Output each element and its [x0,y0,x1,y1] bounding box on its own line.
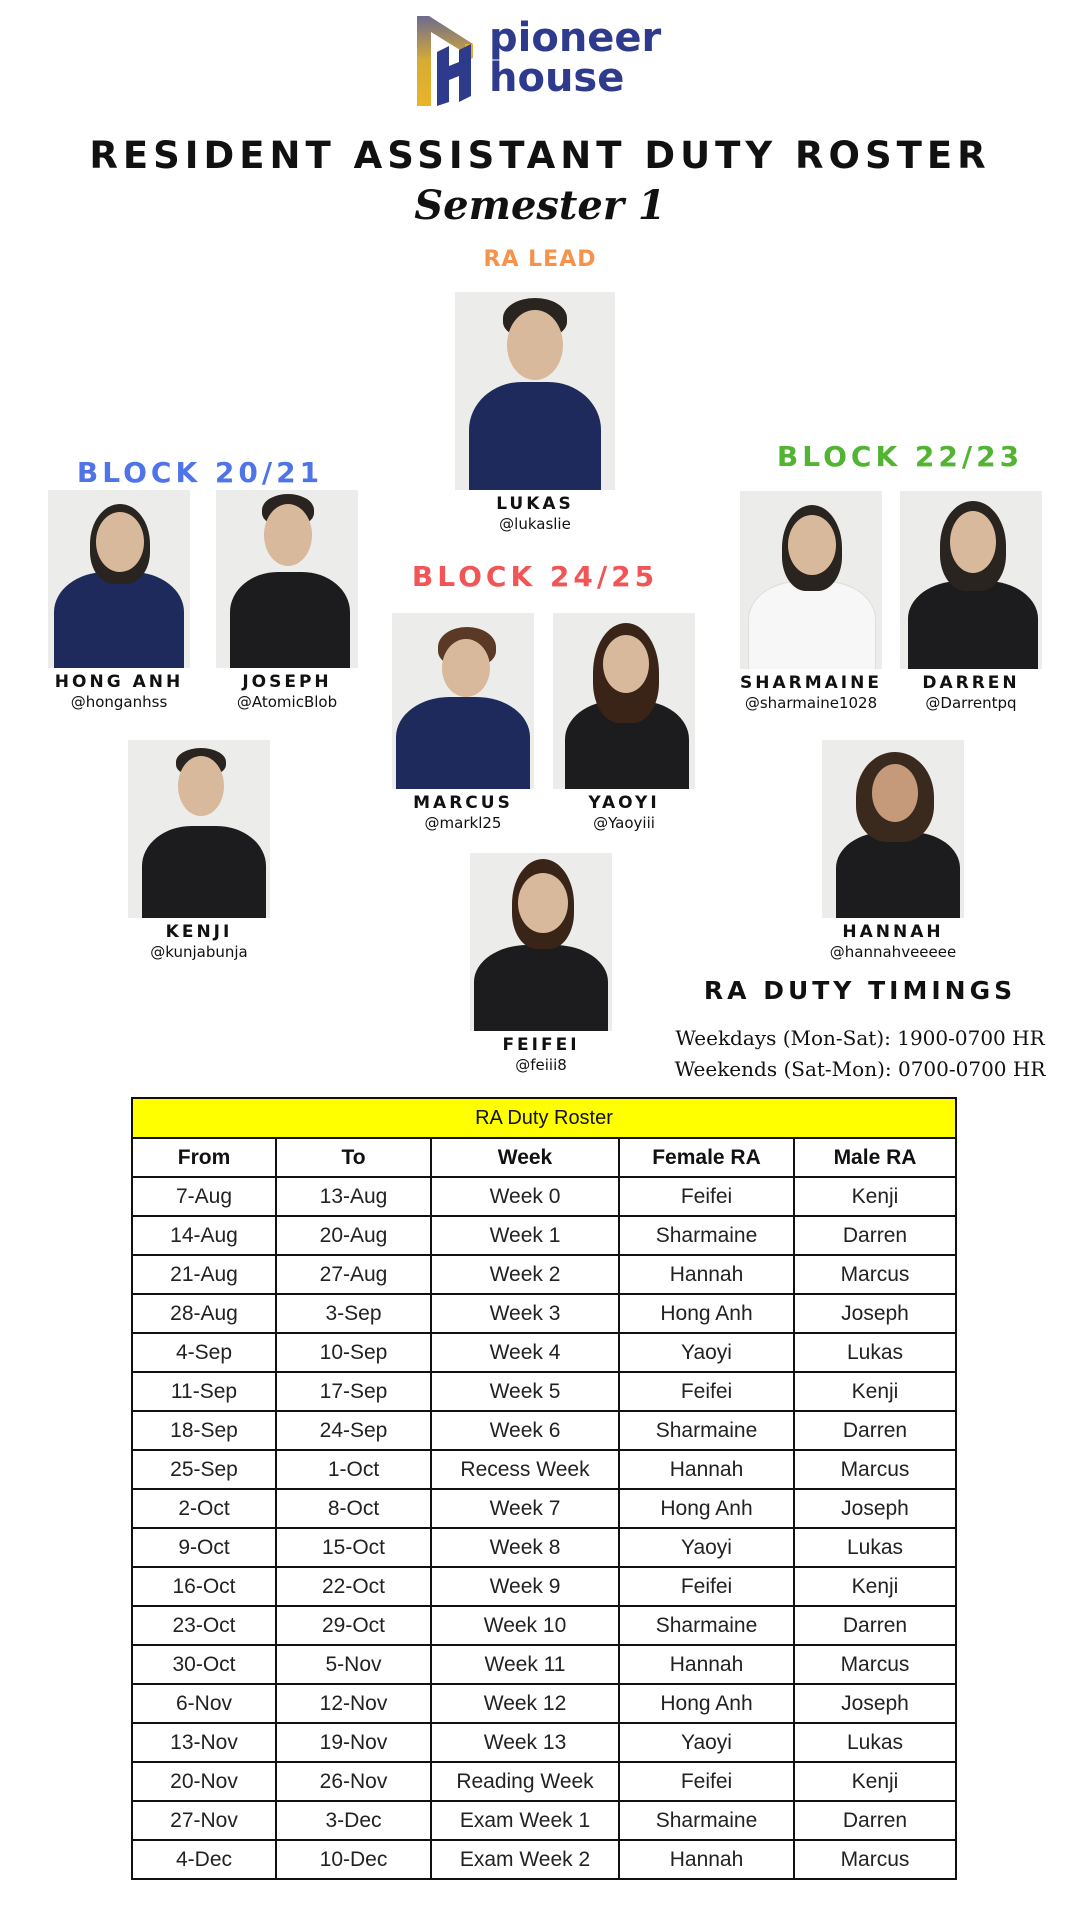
table-row [132,1411,956,1450]
cell-week: Week 6 [431,1411,619,1450]
cell-male-ra: Kenji [794,1177,956,1216]
ra-handle: @honganhss [70,693,168,711]
ra-card-joseph [216,490,358,711]
cell-from: 25-Sep [132,1450,276,1489]
cell-week: Week 0 [431,1177,619,1216]
table-caption: RA Duty Roster [132,1098,956,1138]
ra-photo [455,292,615,490]
table-row [132,1645,956,1684]
cell-female-ra: Feifei [619,1372,794,1411]
table-row [132,1528,956,1567]
table-row [132,1684,956,1723]
col-header-female-ra: Female RA [619,1138,794,1177]
cell-week: Week 13 [431,1723,619,1762]
ra-name: JOSEPH [242,672,332,692]
ra-photo [392,613,534,789]
col-header-week: Week [431,1138,619,1177]
cell-female-ra: Yaoyi [619,1723,794,1762]
table-header-row [132,1138,956,1177]
cell-male-ra: Kenji [794,1372,956,1411]
ra-name: LUKAS [496,494,574,514]
table-body [132,1177,956,1879]
cell-female-ra: Hong Anh [619,1294,794,1333]
cell-to: 15-Oct [276,1528,431,1567]
cell-from: 23-Oct [132,1606,276,1645]
cell-week: Recess Week [431,1450,619,1489]
cell-to: 5-Nov [276,1645,431,1684]
cell-to: 3-Sep [276,1294,431,1333]
cell-week: Week 3 [431,1294,619,1333]
cell-from: 21-Aug [132,1255,276,1294]
block-22-23-label: BLOCK 22/23 [776,440,1024,473]
cell-male-ra: Joseph [794,1684,956,1723]
cell-to: 12-Nov [276,1684,431,1723]
cell-from: 16-Oct [132,1567,276,1606]
cell-female-ra: Yaoyi [619,1528,794,1567]
cell-male-ra: Marcus [794,1450,956,1489]
ra-card-darren [900,491,1042,712]
table-row [132,1567,956,1606]
logo-line-2: house [489,55,625,101]
cell-to: 17-Sep [276,1372,431,1411]
duty-roster-table [131,1097,957,1880]
ra-name: FEIFEI [502,1035,580,1055]
logo-wordmark [489,15,662,101]
cell-female-ra: Hong Anh [619,1684,794,1723]
cell-from: 4-Dec [132,1840,276,1879]
cell-male-ra: Lukas [794,1528,956,1567]
table-caption-row [132,1098,956,1138]
cell-female-ra: Hannah [619,1450,794,1489]
cell-from: 11-Sep [132,1372,276,1411]
ra-card-sharmaine [740,491,882,712]
pioneer-house-logo [415,14,675,110]
table-row [132,1294,956,1333]
ra-photo [822,740,964,918]
cell-male-ra: Marcus [794,1840,956,1879]
cell-week: Week 5 [431,1372,619,1411]
ra-handle: @AtomicBlob [236,693,338,711]
table-row [132,1723,956,1762]
ra-name: HANNAH [842,922,944,942]
cell-from: 4-Sep [132,1333,276,1372]
cell-male-ra: Joseph [794,1489,956,1528]
cell-female-ra: Feifei [619,1762,794,1801]
ra-handle: @sharmaine1028 [744,694,878,712]
cell-female-ra: Sharmaine [619,1216,794,1255]
cell-week: Week 1 [431,1216,619,1255]
col-header-male-ra: Male RA [794,1138,956,1177]
cell-week: Week 11 [431,1645,619,1684]
ra-card-feifei [470,853,612,1074]
ra-handle: @lukaslie [499,515,571,533]
cell-to: 13-Aug [276,1177,431,1216]
ra-photo [553,613,695,789]
ra-name: HONG ANH [54,672,184,692]
ra-photo [740,491,882,669]
cell-from: 7-Aug [132,1177,276,1216]
timing-weekends: Weekends (Sat-Mon): 0700-0700 HR [674,1057,1046,1081]
cell-to: 27-Aug [276,1255,431,1294]
ra-card-hannah [822,740,964,961]
ra-handle: @Darrentpq [925,694,1017,712]
cell-week: Week 12 [431,1684,619,1723]
ra-lead-label: RA LEAD [483,247,597,272]
cell-male-ra: Lukas [794,1333,956,1372]
page-subtitle: Semester 1 [414,182,666,229]
cell-from: 30-Oct [132,1645,276,1684]
cell-male-ra: Darren [794,1606,956,1645]
ra-handle: @hannahveeeee [829,943,957,961]
table-row [132,1216,956,1255]
cell-female-ra: Feifei [619,1177,794,1216]
ra-handle: @kunjabunja [150,943,248,961]
page-title: RESIDENT ASSISTANT DUTY ROSTER [89,134,991,177]
cell-week: Exam Week 2 [431,1840,619,1879]
ra-handle: @Yaoyiii [593,814,655,832]
cell-to: 20-Aug [276,1216,431,1255]
ra-photo [900,491,1042,669]
ra-photo [470,853,612,1031]
cell-to: 1-Oct [276,1450,431,1489]
cell-week: Week 7 [431,1489,619,1528]
col-header-to: To [276,1138,431,1177]
cell-male-ra: Darren [794,1216,956,1255]
ra-card-kenji [128,740,270,961]
ra-name: SHARMAINE [740,673,882,693]
cell-from: 14-Aug [132,1216,276,1255]
cell-week: Week 2 [431,1255,619,1294]
table-row [132,1840,956,1879]
cell-male-ra: Lukas [794,1723,956,1762]
ra-card-marcus [392,613,534,832]
cell-week: Exam Week 1 [431,1801,619,1840]
cell-male-ra: Joseph [794,1294,956,1333]
cell-week: Week 9 [431,1567,619,1606]
table-row [132,1762,956,1801]
cell-male-ra: Marcus [794,1255,956,1294]
cell-from: 28-Aug [132,1294,276,1333]
cell-female-ra: Hannah [619,1840,794,1879]
pioneer-house-logo-icon [415,14,477,108]
ra-card-hong-anh [48,490,190,711]
cell-to: 19-Nov [276,1723,431,1762]
cell-male-ra: Darren [794,1801,956,1840]
ra-handle: @feiii8 [515,1056,567,1074]
cell-to: 26-Nov [276,1762,431,1801]
ra-photo [216,490,358,668]
cell-week: Reading Week [431,1762,619,1801]
ra-photo [128,740,270,918]
cell-to: 10-Sep [276,1333,431,1372]
block-20-21-label: BLOCK 20/21 [76,456,324,489]
timing-weekdays: Weekdays (Mon-Sat): 1900-0700 HR [675,1026,1045,1050]
cell-to: 22-Oct [276,1567,431,1606]
table-row [132,1606,956,1645]
duty-timings-title: RA DUTY TIMINGS [703,976,1017,1005]
cell-to: 10-Dec [276,1840,431,1879]
cell-male-ra: Marcus [794,1645,956,1684]
ra-name: YAOYI [588,793,660,813]
col-header-from: From [132,1138,276,1177]
cell-from: 27-Nov [132,1801,276,1840]
ra-photo [48,490,190,668]
logo-line-1: pioneer [489,15,662,61]
cell-female-ra: Sharmaine [619,1606,794,1645]
cell-from: 2-Oct [132,1489,276,1528]
cell-male-ra: Darren [794,1411,956,1450]
cell-from: 9-Oct [132,1528,276,1567]
cell-week: Week 10 [431,1606,619,1645]
table-row [132,1801,956,1840]
cell-from: 6-Nov [132,1684,276,1723]
cell-week: Week 8 [431,1528,619,1567]
cell-to: 29-Oct [276,1606,431,1645]
ra-handle: @markl25 [424,814,502,832]
cell-female-ra: Sharmaine [619,1411,794,1450]
cell-female-ra: Hannah [619,1255,794,1294]
cell-female-ra: Hannah [619,1645,794,1684]
cell-female-ra: Feifei [619,1567,794,1606]
ra-name: DARREN [922,673,1020,693]
table-row [132,1372,956,1411]
table-row [132,1489,956,1528]
cell-from: 18-Sep [132,1411,276,1450]
cell-to: 24-Sep [276,1411,431,1450]
cell-to: 3-Dec [276,1801,431,1840]
ra-card-lukas [455,292,615,533]
ra-card-yaoyi [553,613,695,832]
cell-to: 8-Oct [276,1489,431,1528]
table-row [132,1333,956,1372]
table-row [132,1450,956,1489]
table-row [132,1177,956,1216]
table-row [132,1255,956,1294]
ra-name: KENJI [165,922,233,942]
block-24-25-label: BLOCK 24/25 [411,560,659,593]
cell-female-ra: Hong Anh [619,1489,794,1528]
cell-week: Week 4 [431,1333,619,1372]
cell-female-ra: Yaoyi [619,1333,794,1372]
cell-from: 13-Nov [132,1723,276,1762]
cell-female-ra: Sharmaine [619,1801,794,1840]
cell-male-ra: Kenji [794,1567,956,1606]
ra-name: MARCUS [413,793,513,813]
cell-from: 20-Nov [132,1762,276,1801]
cell-male-ra: Kenji [794,1762,956,1801]
